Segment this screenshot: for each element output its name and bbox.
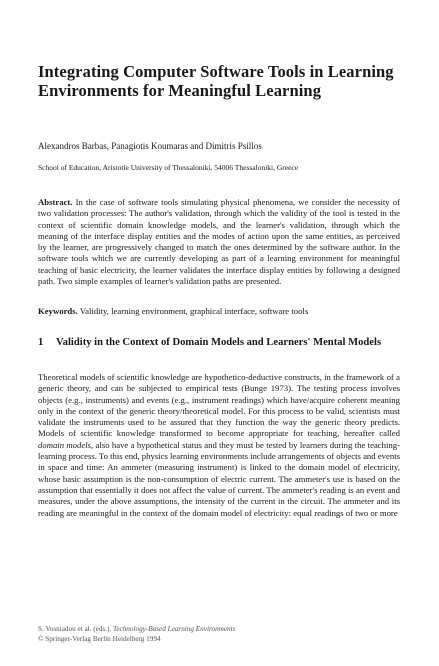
body-text-part2: , also have a hypothetical status and they must be tested by learners during the teaching-learning process. To this end, physics learning environments include arrangements of objects and events in space and time: An ammeter (measuring instrument) is linked to the domain model of electricity, whose basic assumption is the non-consumption of electric current. The ammeter's use is based on the assumption that essentially it does not affect the value of current. The ammeter's reading is an event and measures, under the above assumptions, the intensity of the current in the circuit. The ammeter and its reading are meaningful in the context of the domain model of electricity: equal readings of two or more bbox=[38, 439, 400, 518]
citation-line bbox=[38, 624, 235, 634]
page-footnote bbox=[38, 624, 235, 644]
keywords-text: Validity, learning environment, graphical interface, software tools bbox=[77, 306, 309, 316]
abstract-label: Abstract. bbox=[38, 197, 73, 207]
citation-prefix: S. Vosniadou et al. (eds.), bbox=[38, 625, 113, 633]
body-text-part1: Theoretical models of scientific knowledge are hypothetico-deductive constructs, in the framework of a generic theory, and can be subjected to empirical tests (Bunge 1973). The testing process involves objects (e.g., instruments) and events (e.g., instrument readings) which have/acquire coherent meaning only in the context of the generic theory/theoretical model. For this process to be valid, scientists must validate the instruments used to be assured that they function the way the generic theory predicts. Models of scientific knowledge transformed to become appropriate for teaching, hereafter called bbox=[38, 372, 400, 439]
keywords-paragraph bbox=[38, 306, 400, 317]
keywords-label: Keywords. bbox=[38, 306, 78, 316]
abstract-text: In the case of software tools simulating physical phenomena, we consider the necessity of two validation processes: The author's validation, through which the validity of the tool is tested in the context of scientific domain knowledge models, and the learner's validation, through which the meaning of the interface display entities and the modes of action upon the same entities, as perceived by the learner, are progressively changed to match the ones determined by the software author. In the software tools which we are currently developing as part of a learning environment for meaningful teaching of basic electricity, the learner validates the interface display entities by following a designed path. Two simple examples of learner's validation paths are presented. bbox=[38, 197, 400, 287]
section-number: 1 bbox=[38, 337, 44, 348]
citation-book-title: Technology-Based Learning Environments bbox=[113, 625, 236, 633]
affiliation: School of Education, Aristotle University of Thessaloniki, 54006 Thessaloniki, Greece bbox=[38, 163, 299, 172]
abstract-paragraph bbox=[38, 197, 400, 287]
paper-title: Integrating Computer Software Tools in Learning Environments for Meaningful Learning bbox=[38, 62, 394, 100]
body-paragraph bbox=[38, 372, 400, 519]
body-emphasis: domain models bbox=[38, 439, 92, 450]
author-list: Alexandros Barbas, Panagiotis Koumaras and Dimitris Psillos bbox=[38, 141, 262, 151]
section-title: Validity in the Context of Domain Models and Learners' Mental Models bbox=[56, 337, 382, 348]
copyright-line: © Springer-Verlag Berlin Heidelberg 1994 bbox=[38, 635, 161, 643]
